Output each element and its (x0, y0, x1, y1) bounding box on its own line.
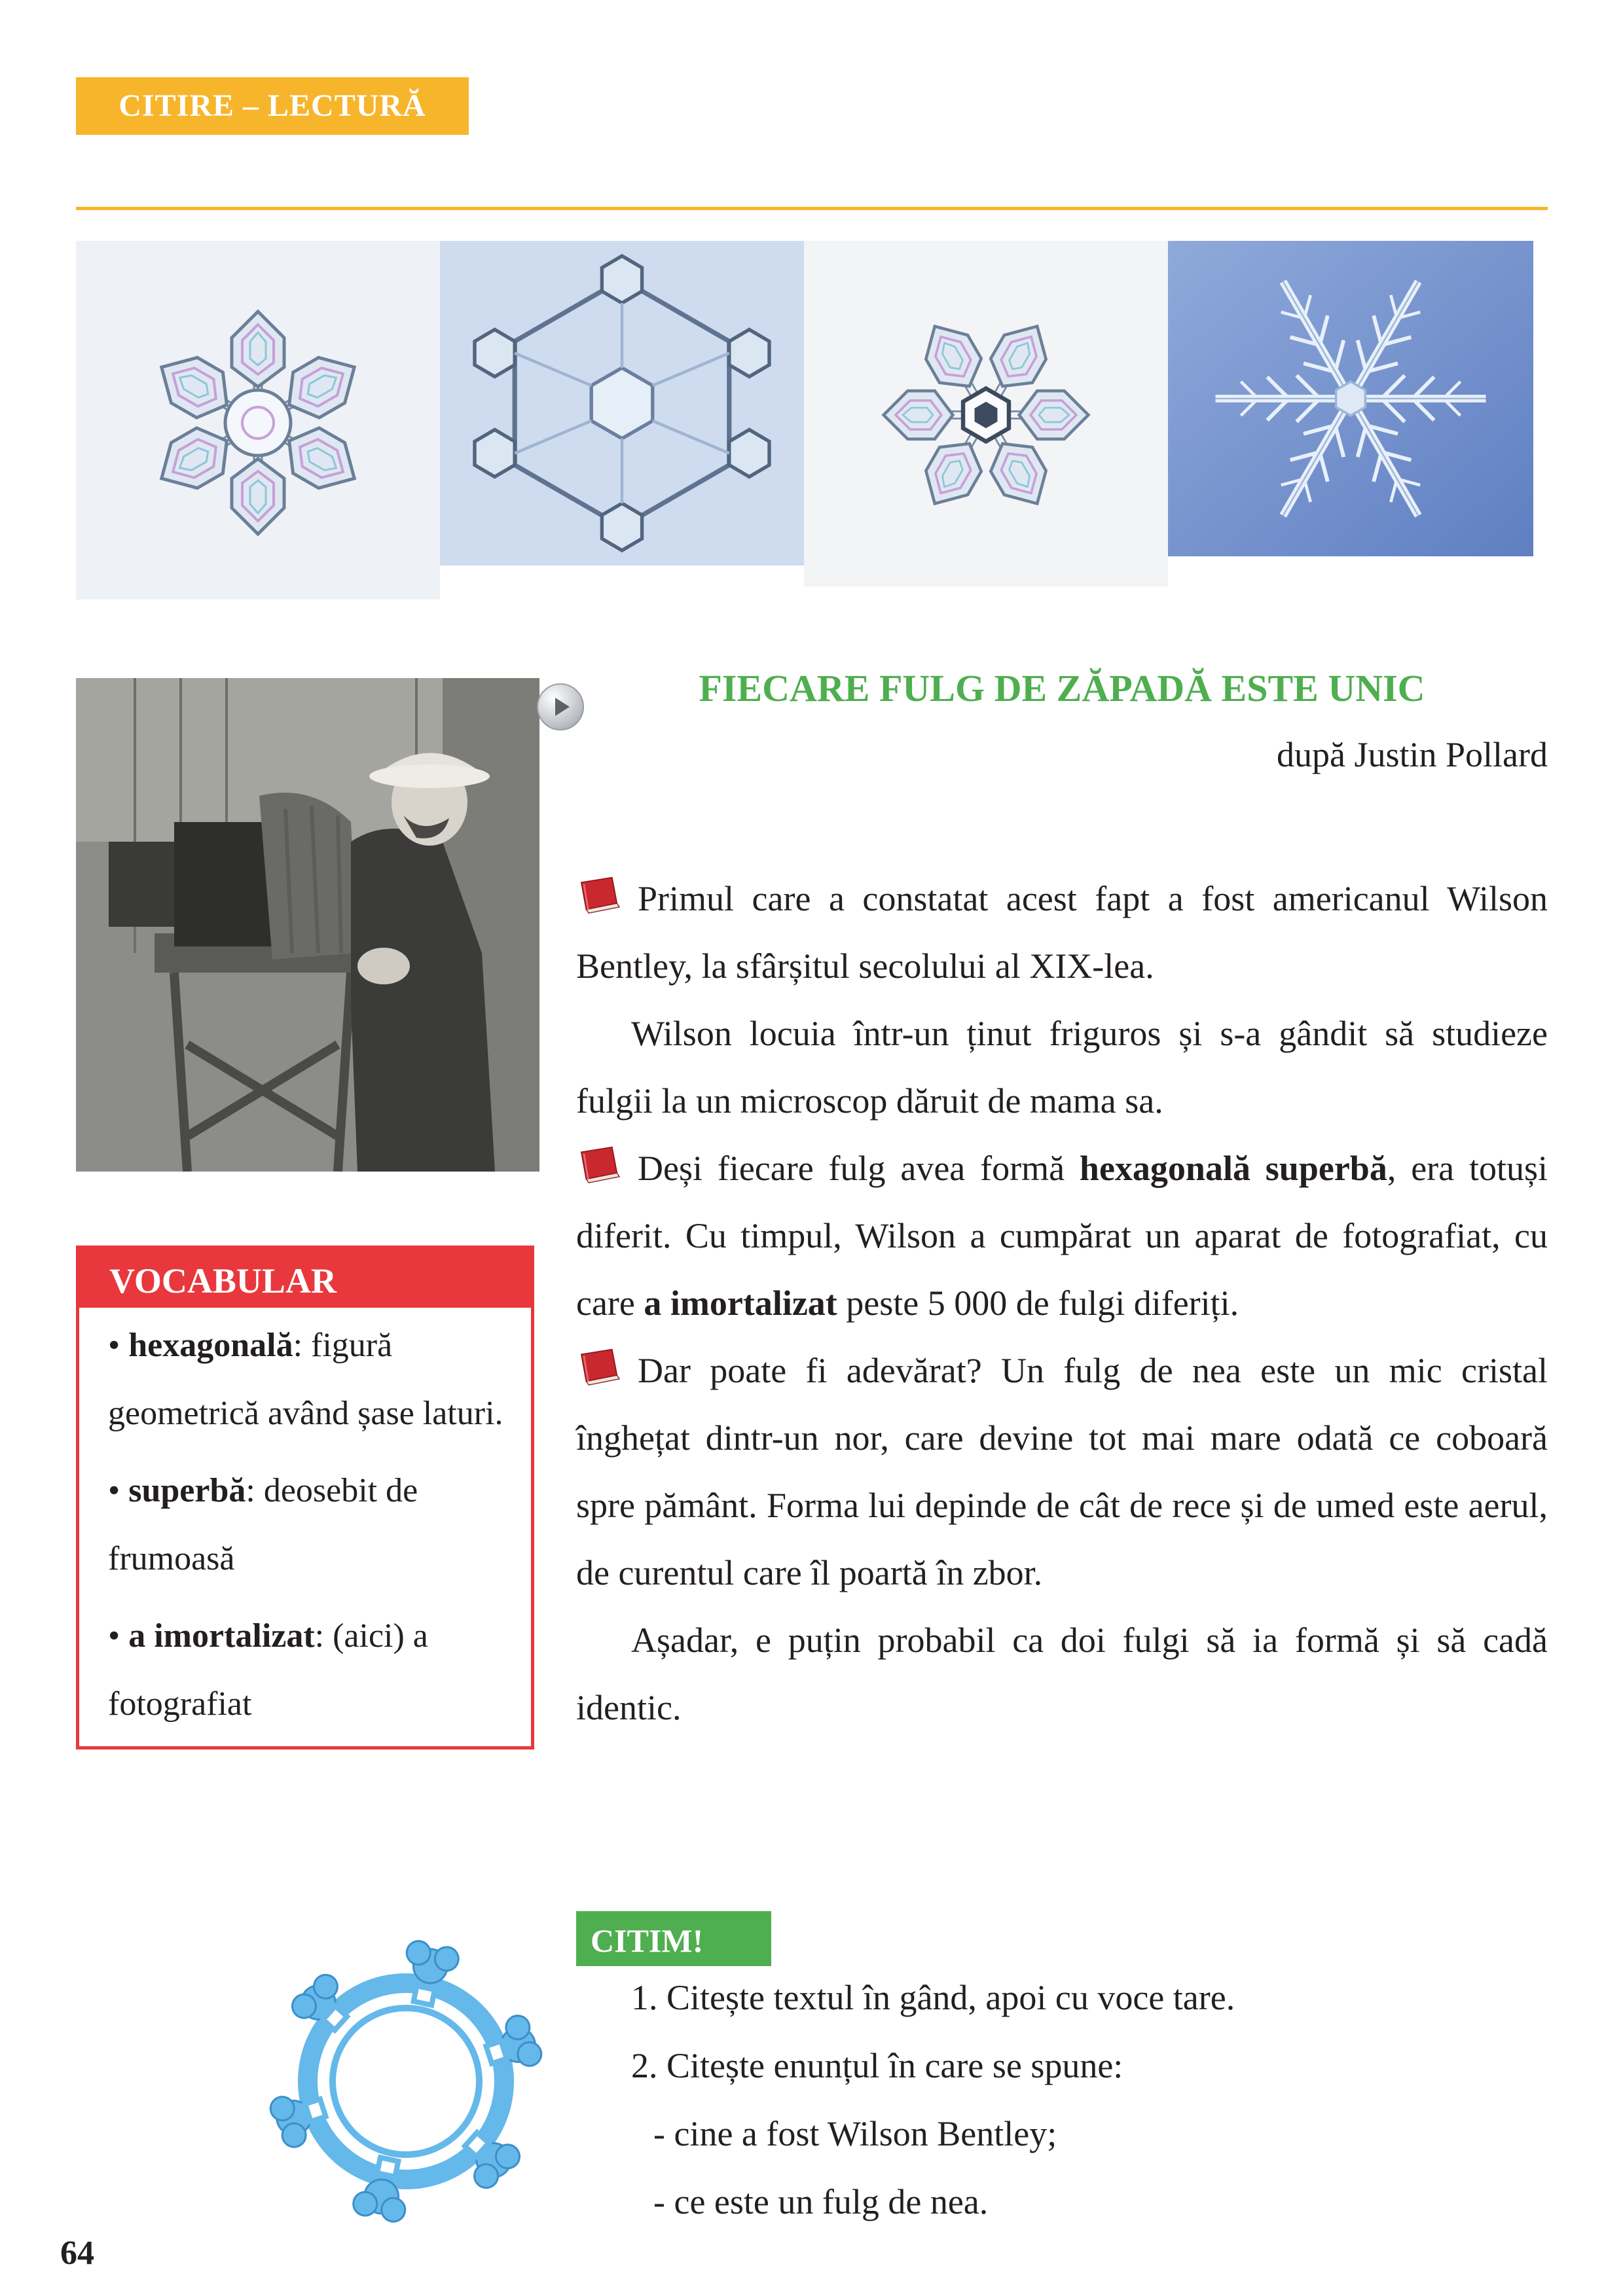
vocabulary-list (79, 1308, 531, 1738)
task-2-item-1: - cine a fost Wilson Bentley; (653, 2114, 1057, 2153)
task-1: 1. Citește textul în gând, apoi cu voce tare. (631, 1978, 1235, 2017)
paragraph-2: Wilson locuia într-un ținut friguros și s-a gândit să studieze fulgii la un microscop dăruit de mama sa. (576, 1014, 1548, 1121)
red-book-icon (576, 1348, 625, 1386)
header-divider (76, 207, 1548, 210)
paragraph-1: Primul care a constatat acest fapt a fost americanul Wilson Bentley, la sfârșitul secolului al XIX-lea. (576, 865, 1548, 1000)
vocabulary-heading: VOCABULAR (79, 1249, 531, 1308)
task-2-item-2: - ce este un fulg de nea. (653, 2182, 989, 2221)
red-book-icon (576, 876, 625, 914)
article-body (576, 865, 1548, 1742)
red-book-icon (576, 1146, 625, 1184)
snowflake-photo-3 (804, 241, 1168, 586)
article-author: după Justin Pollard (1277, 735, 1548, 774)
snowflake-photo-4 (1168, 241, 1533, 556)
paragraph-3: Deși fiecare fulg avea formă hexagonală superbă, era totuși diferit. Cu timpul, Wilson a cumpărat un aparat de fotografiat, cu care a imortalizat peste 5 000 de fulgi diferiți. (576, 1135, 1548, 1337)
vocabulary-item: • superbă: deosebit de frumoasă (108, 1472, 418, 1577)
wilson-bentley-photo (76, 678, 539, 1172)
exercise-tasks (576, 1964, 1548, 2236)
exercise-label: CITIM! (576, 1911, 771, 1966)
vocabulary-box (76, 1246, 534, 1749)
vocabulary-item: • a imortalizat: (aici) a fotografiat (108, 1617, 428, 1723)
vocabulary-item: • hexagonală: figură geometrică având șase laturi. (108, 1327, 503, 1432)
task-2: 2. Citește enunțul în care se spune: (631, 2046, 1123, 2085)
article-title: FIECARE FULG DE ZĂPADĂ ESTE UNIC (699, 667, 1425, 709)
snowflake-photo-1 (76, 241, 440, 600)
snowflake-photo-2 (440, 241, 804, 565)
paragraph-4: Dar poate fi adevărat? Un fulg de nea este un mic cristal înghețat dintr-un nor, care devine tot mai mare odată ce coboară spre pământ. Forma lui depinde de cât de rece și de umed este aerul, de curentul care îl poartă în zbor. (576, 1337, 1548, 1607)
paragraph-5: Așadar, e puțin probabil ca doi fulgi să ia formă și să cadă identic. (576, 1621, 1548, 1727)
page-number: 64 (60, 2234, 94, 2272)
section-label: CITIRE – LECTURĂ (76, 77, 469, 135)
snowflake-decoration-icon (262, 1937, 550, 2225)
